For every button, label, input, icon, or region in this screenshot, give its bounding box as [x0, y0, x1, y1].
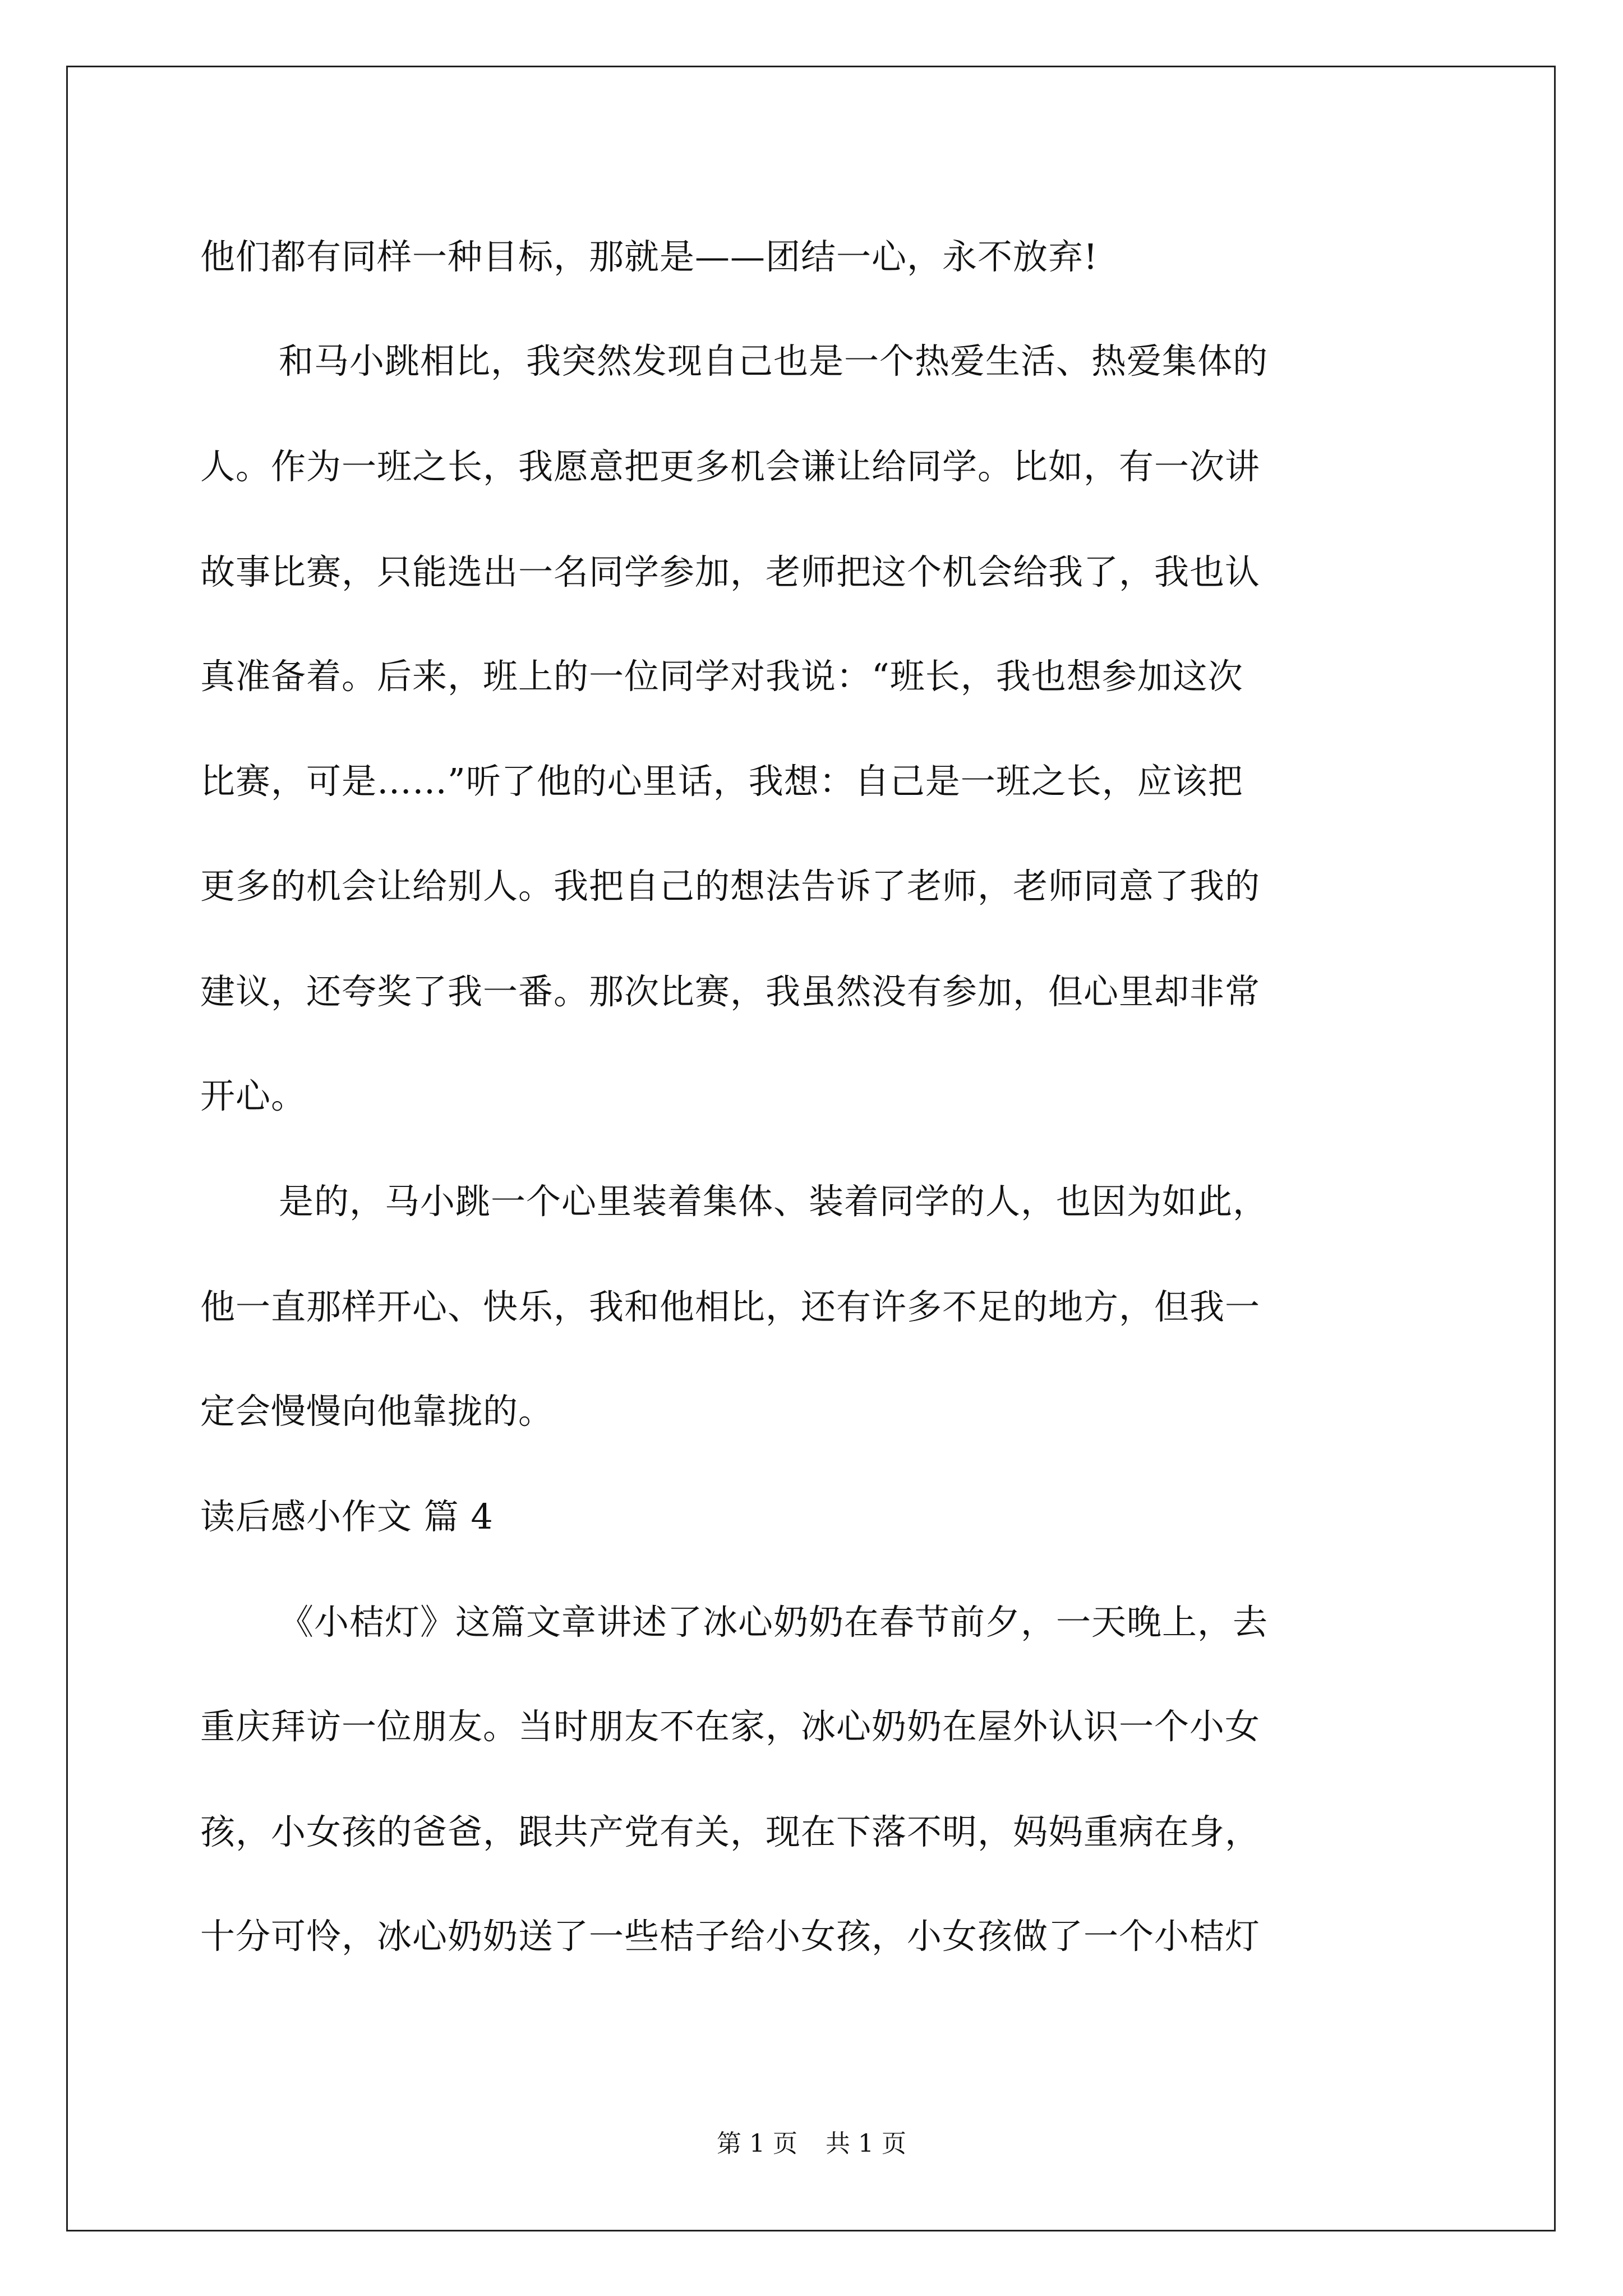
- text-line: 他一直那样开心、快乐，我和他相比，还有许多不足的地方，但我一: [200, 1286, 1261, 1327]
- text-line: 重庆拜访一位朋友。当时朋友不在家，冰心奶奶在屋外认识一个小女: [200, 1706, 1261, 1747]
- page-border: [66, 66, 1556, 2231]
- page-total: 共 1 页: [826, 2129, 906, 2158]
- paragraph-start-line: 是的，马小跳一个心里装着集体、装着同学的人，也因为如此，: [279, 1181, 1269, 1222]
- text-line: 开心。: [200, 1075, 307, 1116]
- paragraph-start-line: 和马小跳相比，我突然发现自己也是一个热爱生活、热爱集体的: [279, 341, 1269, 381]
- text-line: 人。作为一班之长，我愿意把更多机会谦让给同学。比如，有一次讲: [200, 446, 1261, 487]
- page-footer: [0, 2127, 1623, 2161]
- text-line: 建议，还夸奖了我一番。那次比赛，我虽然没有参加，但心里却非常: [200, 971, 1261, 1012]
- text-line: 孩，小女孩的爸爸，跟共产党有关，现在下落不明，妈妈重病在身，: [200, 1811, 1261, 1852]
- text-line: 定会慢慢向他靠拢的。: [200, 1391, 554, 1432]
- section-heading: 读后感小作文 篇 4: [200, 1496, 494, 1537]
- text-line: 更多的机会让给别人。我把自己的想法告诉了老师，老师同意了我的: [200, 866, 1261, 907]
- text-line: 故事比赛，只能选出一名同学参加，老师把这个机会给我了，我也认: [200, 551, 1261, 592]
- page-number: 第 1 页: [717, 2129, 797, 2158]
- text-line: 真准备着。后来，班上的一位同学对我说：“班长，我也想参加这次: [200, 656, 1243, 697]
- text-line: 他们都有同样一种目标，那就是——团结一心，永不放弃!: [200, 236, 1098, 277]
- paragraph-start-line: 《小桔灯》这篇文章讲述了冰心奶奶在春节前夕，一天晚上，去: [279, 1602, 1269, 1642]
- text-line: 十分可怜，冰心奶奶送了一些桔子给小女孩，小女孩做了一个小桔灯: [200, 1916, 1261, 1957]
- text-line: 比赛，可是……”听了他的心里话，我想：自己是一班之长，应该把: [200, 761, 1243, 802]
